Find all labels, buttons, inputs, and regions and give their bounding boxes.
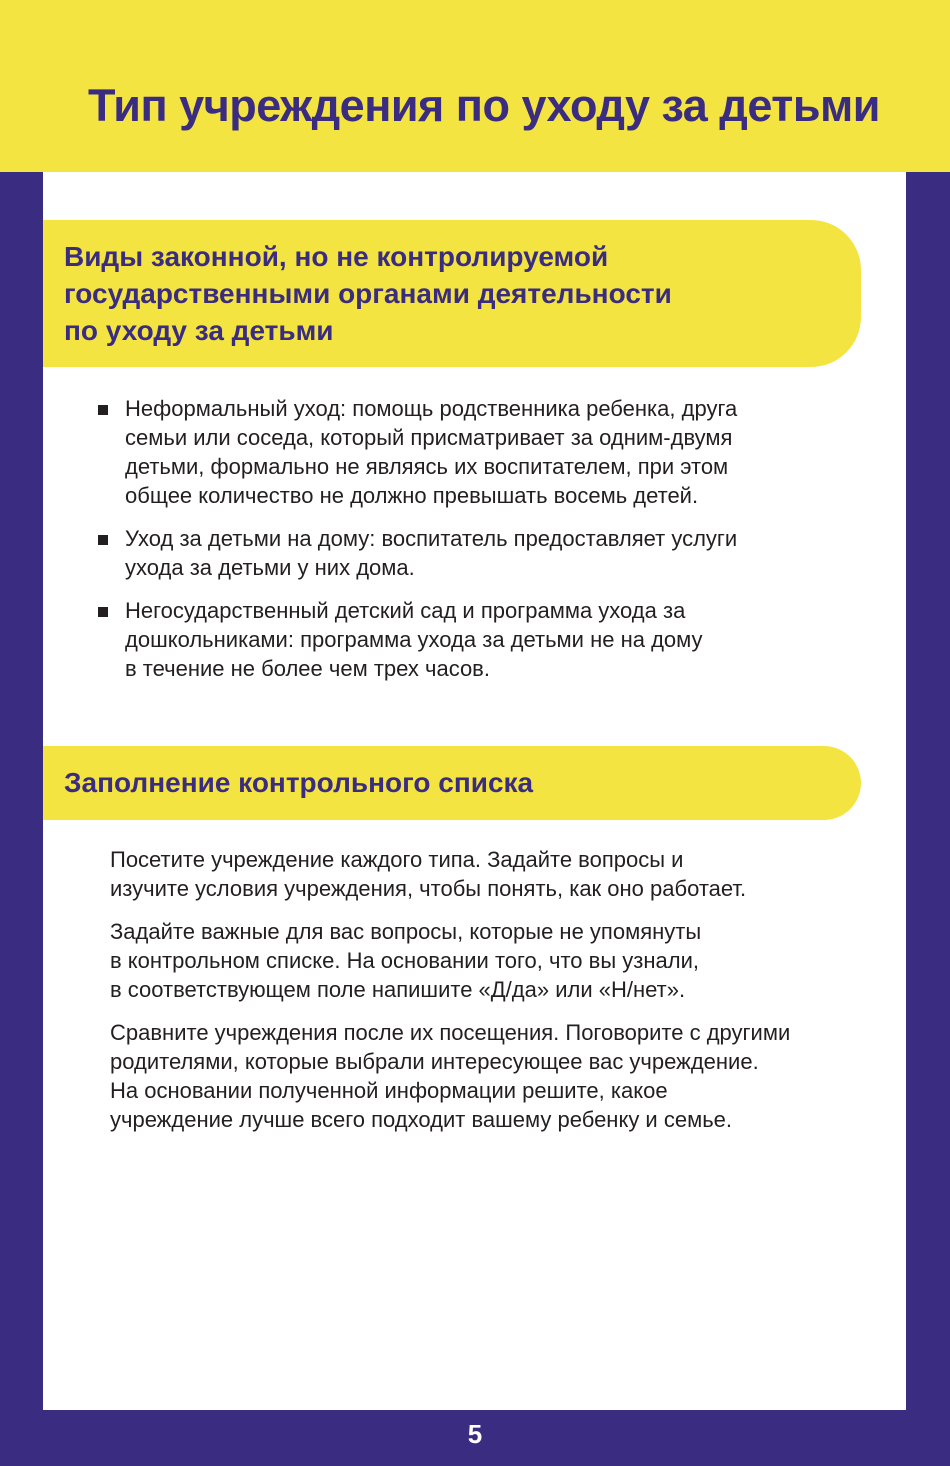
list-item-line: Уход за детьми на дому: воспитатель предоставляет услуги <box>125 526 738 551</box>
list-item-line: Неформальный уход: помощь родственника ребенка, друга <box>125 396 738 421</box>
section-heading-types <box>64 238 841 349</box>
paragraph-line: учреждение лучше всего подходит вашему ребенку и семье. <box>110 1107 733 1132</box>
paragraph-line: родителями, которые выбрали интересующее вас учреждение. <box>110 1049 759 1074</box>
list-item-preschool <box>97 596 817 683</box>
list-item-informal-care <box>97 394 817 510</box>
section-heading-line: государственными органами деятельности <box>64 278 672 309</box>
paragraph-questions <box>110 917 850 1004</box>
section-heading-line: Виды законной, но не контролируемой <box>64 241 609 272</box>
care-types-list <box>97 394 817 697</box>
section-banner-types <box>43 220 861 367</box>
section-heading-checklist: Заполнение контрольного списка <box>64 767 534 798</box>
list-item-line: ухода за детьми у них дома. <box>125 555 415 580</box>
section-heading-line: по уходу за детьми <box>64 315 334 346</box>
list-item-home-care <box>97 524 817 582</box>
paragraph-line: изучите условия учреждения, чтобы понять, как оно работает. <box>110 876 747 901</box>
list-item-line: общее количество не должно превышать восемь детей. <box>125 483 699 508</box>
square-bullet-icon <box>98 607 108 617</box>
square-bullet-icon <box>98 535 108 545</box>
list-item-line: детьми, формально не являясь их воспитателем, при этом <box>125 454 729 479</box>
list-item-line: Негосударственный детский сад и программа ухода за <box>125 598 686 623</box>
list-item-line: семьи или соседа, который присматривает за одним-двумя <box>125 425 733 450</box>
section-banner-checklist <box>43 746 861 820</box>
paragraph-visit <box>110 845 850 903</box>
paragraph-line: Сравните учреждения после их посещения. Поговорите с другими <box>110 1020 791 1045</box>
checklist-instructions <box>110 845 850 1148</box>
page-title: Тип учреждения по уходу за детьми <box>88 80 880 131</box>
paragraph-line: На основании полученной информации решите, какое <box>110 1078 668 1103</box>
paragraph-line: в контрольном списке. На основании того, что вы узнали, <box>110 948 699 973</box>
paragraph-line: Посетите учреждение каждого типа. Задайте вопросы и <box>110 847 684 872</box>
paragraph-line: в соответствующем поле напишите «Д/да» или «Н/нет». <box>110 977 686 1002</box>
paragraph-line: Задайте важные для вас вопросы, которые не упомянуты <box>110 919 702 944</box>
square-bullet-icon <box>98 405 108 415</box>
list-item-line: дошкольниками: программа ухода за детьми не на дому <box>125 627 703 652</box>
page-number: 5 <box>467 1419 483 1449</box>
paragraph-compare <box>110 1018 850 1134</box>
list-item-line: в течение не более чем трех часов. <box>125 656 490 681</box>
